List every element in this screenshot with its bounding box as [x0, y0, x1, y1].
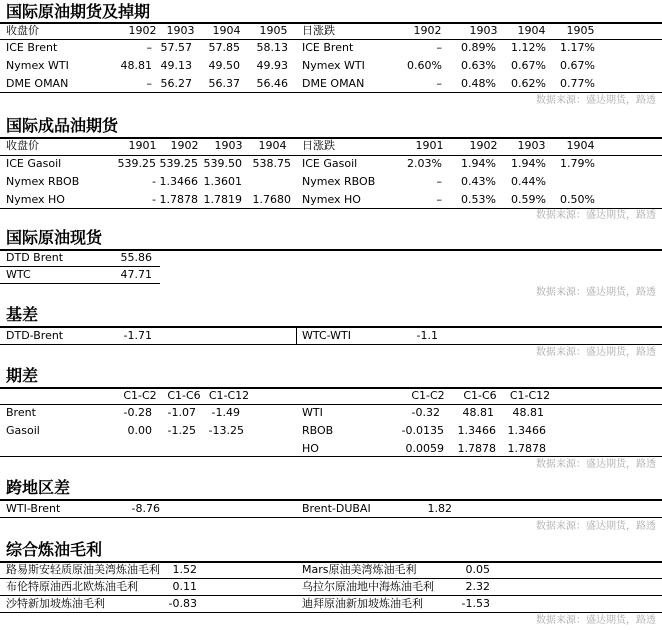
col-header: 1902: [128, 24, 157, 37]
change: 1.94%: [511, 157, 546, 170]
divider: [0, 387, 662, 389]
value: 0.05: [465, 563, 490, 576]
change: 2.03%: [407, 157, 442, 170]
value: 1.52: [172, 563, 197, 576]
source-note: 数据来源：盛达期货，路透: [536, 459, 656, 470]
row-name: ICE Gasoil: [302, 157, 358, 170]
col-header: 日涨跌: [302, 139, 335, 152]
section-title-regional-spread: 跨地区差: [6, 478, 71, 497]
value: 1.3466: [507, 424, 546, 437]
divider: [0, 517, 662, 518]
section-title-products-futures: 国际成品油期货: [6, 116, 119, 135]
row-name: DTD-Brent: [6, 329, 64, 342]
row-name: Nymex HO: [6, 193, 65, 206]
change: 0.50%: [560, 193, 595, 206]
value: 1.3466: [457, 424, 496, 437]
col-header: 1903: [469, 24, 498, 37]
row-name: Mars原油美湾炼油毛利: [302, 563, 417, 576]
value: -1.07: [167, 406, 196, 419]
change: 0.67%: [511, 59, 546, 72]
change: 1.17%: [560, 41, 595, 54]
value: 56.37: [208, 77, 240, 90]
value: 539.50: [203, 157, 242, 170]
section-title-basis: 基差: [6, 305, 39, 324]
value: -1.71: [123, 329, 152, 342]
value: 49.50: [208, 59, 240, 72]
value: -0.32: [411, 406, 440, 419]
divider: [296, 326, 297, 344]
divider: [0, 404, 662, 405]
row-name: HO: [302, 442, 319, 455]
col-header: 1904: [212, 24, 241, 37]
row-name: WTC-WTI: [302, 329, 351, 342]
value: 49.13: [160, 59, 192, 72]
row-name: DME OMAN: [6, 77, 69, 90]
change: 0.60%: [407, 59, 442, 72]
change: 0.89%: [461, 41, 496, 54]
value: -: [152, 175, 156, 188]
value: 0.00: [127, 424, 152, 437]
row-name: 布伦特原油西北欧炼油毛利: [6, 580, 138, 593]
value: 57.57: [160, 41, 192, 54]
value: 1.7819: [203, 193, 242, 206]
change: 0.44%: [511, 175, 546, 188]
change: 1.12%: [511, 41, 546, 54]
col-header: 1903: [214, 139, 243, 152]
value: -8.76: [131, 502, 160, 515]
value: -0.28: [123, 406, 152, 419]
value: -0.0135: [401, 424, 444, 437]
col-header: C1-C2: [123, 389, 157, 402]
row-name: Nymex RBOB: [302, 175, 376, 188]
value: 49.93: [256, 59, 288, 72]
col-header: C1-C6: [167, 389, 201, 402]
divider: [0, 249, 662, 251]
change: 0.59%: [511, 193, 546, 206]
row-name: 乌拉尔原油地中海炼油毛利: [302, 580, 434, 593]
col-header: 1902: [413, 24, 442, 37]
row-name: Gasoil: [6, 424, 40, 437]
change: –: [436, 193, 442, 206]
value: -: [152, 193, 156, 206]
col-header: 1902: [170, 139, 199, 152]
value: 58.13: [256, 41, 288, 54]
value: 1.3466: [159, 175, 198, 188]
change: 0.62%: [511, 77, 546, 90]
col-header: C1-C6: [463, 389, 497, 402]
divider: [0, 344, 662, 345]
row-name: ICE Brent: [6, 41, 58, 54]
change: –: [436, 175, 442, 188]
col-header: 1904: [566, 139, 595, 152]
value: -1.1: [416, 329, 438, 342]
col-header: 1903: [166, 24, 195, 37]
value: 539.25: [117, 157, 156, 170]
col-header: 1905: [259, 24, 288, 37]
row-name: Nymex WTI: [302, 59, 365, 72]
divider: [0, 283, 160, 284]
value: 539.25: [159, 157, 198, 170]
value: 1.7878: [159, 193, 198, 206]
row-name: Nymex RBOB: [6, 175, 80, 188]
source-note: 数据来源：盛达期货，路透: [536, 521, 656, 532]
section-title-refining-margin: 综合炼油毛利: [6, 540, 103, 559]
source-note: 数据来源：盛达期货，路透: [536, 347, 656, 358]
col-header: 日涨跌: [302, 24, 335, 37]
value: 48.81: [512, 406, 544, 419]
change: 0.63%: [461, 59, 496, 72]
value: -1.49: [211, 406, 240, 419]
col-header: 1901: [415, 139, 444, 152]
col-header: C1-C12: [208, 389, 250, 402]
value: 538.75: [252, 157, 291, 170]
change: 0.77%: [560, 77, 595, 90]
row-name: ICE Gasoil: [6, 157, 62, 170]
value: -13.25: [208, 424, 244, 437]
value: 56.46: [256, 77, 288, 90]
source-note: 数据来源：盛达期货，路透: [536, 615, 656, 626]
col-header: 收盘价: [6, 24, 39, 37]
col-header: 1903: [517, 139, 546, 152]
divider: [0, 92, 662, 93]
row-name: Brent-DUBAI: [302, 502, 371, 515]
value: 1.3601: [203, 175, 242, 188]
row-name: 沙特新加坡炼油毛利: [6, 597, 105, 610]
row-name: ICE Brent: [302, 41, 354, 54]
col-header: C1-C2: [411, 389, 445, 402]
change: –: [436, 41, 442, 54]
change: 0.43%: [461, 175, 496, 188]
value: 0.11: [172, 580, 197, 593]
value: -1.25: [167, 424, 196, 437]
row-name: WTI-Brent: [6, 502, 61, 515]
divider: [0, 456, 662, 457]
row-name: DTD Brent: [6, 251, 64, 264]
section-title-crude-spot: 国际原油现货: [6, 228, 103, 247]
change: 0.67%: [560, 59, 595, 72]
value: 48.81: [462, 406, 494, 419]
value: 1.7878: [457, 442, 496, 455]
row-name: Brent: [6, 406, 36, 419]
change: 1.79%: [560, 157, 595, 170]
row-name: Nymex HO: [302, 193, 361, 206]
section-title-crude-futures: 国际原油期货及掉期: [6, 2, 151, 21]
value: 1.7878: [507, 442, 546, 455]
value: -1.53: [461, 597, 490, 610]
row-name: WTC: [6, 268, 31, 281]
value: 2.32: [465, 580, 490, 593]
col-header: 1902: [469, 139, 498, 152]
source-note: 数据来源：盛达期货，路透: [536, 210, 656, 221]
source-note: 数据来源：盛达期货，路透: [536, 287, 656, 298]
change: 0.48%: [461, 77, 496, 90]
change: 1.94%: [461, 157, 496, 170]
value: 1.7680: [252, 193, 291, 206]
value: 55.86: [120, 251, 152, 264]
section-title-spread: 期差: [6, 366, 39, 385]
col-header: 1904: [258, 139, 287, 152]
col-header: C1-C12: [509, 389, 551, 402]
divider: [0, 612, 662, 613]
row-name: RBOB: [302, 424, 334, 437]
value: 48.81: [120, 59, 152, 72]
row-name: WTI: [302, 406, 323, 419]
value: –: [146, 77, 152, 90]
value: –: [146, 41, 152, 54]
row-name: DME OMAN: [302, 77, 365, 90]
col-header: 1904: [517, 24, 546, 37]
value: 57.85: [208, 41, 240, 54]
row-name: 路易斯安轻质原油美湾炼油毛利: [6, 563, 160, 576]
col-header: 1905: [566, 24, 595, 37]
value: -0.83: [168, 597, 197, 610]
value: 56.27: [160, 77, 192, 90]
col-header: 1901: [128, 139, 157, 152]
change: 0.53%: [461, 193, 496, 206]
col-header: 收盘价: [6, 139, 39, 152]
source-note: 数据来源：盛达期货，路透: [536, 95, 656, 106]
row-name: Nymex WTI: [6, 59, 69, 72]
change: –: [436, 77, 442, 90]
value: 1.82: [427, 502, 452, 515]
row-name: 迪拜原油新加坡炼油毛利: [302, 597, 423, 610]
value: 0.0059: [405, 442, 444, 455]
value: 47.71: [120, 268, 152, 281]
